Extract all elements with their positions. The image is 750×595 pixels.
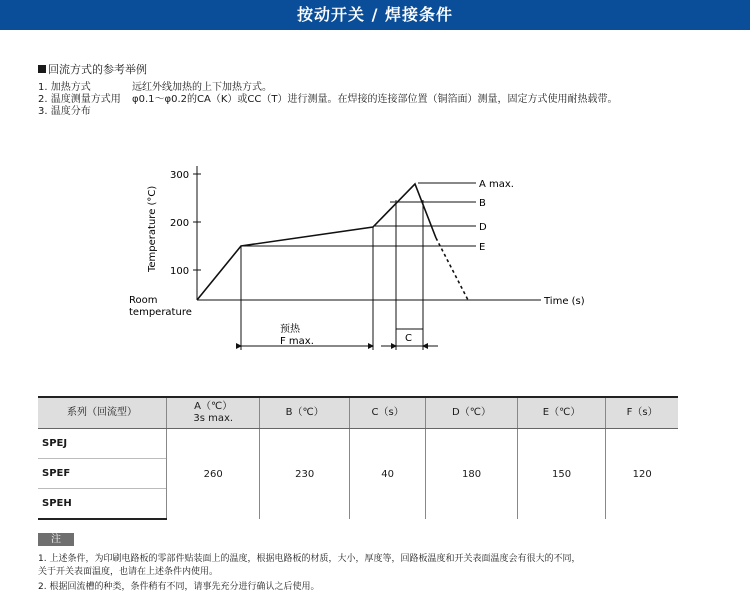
table-header-row	[38, 397, 678, 429]
value-cell: 40	[350, 429, 426, 520]
column-header: D（℃）	[426, 397, 518, 429]
value-cell: 180	[426, 429, 518, 520]
series-cell: SPEH	[38, 489, 167, 520]
item-value: 远红外线加热的上下加热方式。	[132, 82, 272, 93]
legend-label: E	[479, 242, 486, 253]
value-cell: 150	[517, 429, 605, 520]
note-line: 关于开关表面温度，也请在上述条件内使用。	[38, 567, 219, 577]
y-tick-label: 100	[170, 266, 190, 277]
note-tag: 注	[38, 533, 74, 546]
item-label: 温度分布	[50, 106, 91, 117]
item-number: 2.	[38, 94, 48, 105]
y-axis-label: Temperature (°C)	[147, 185, 158, 272]
item-label: 温度测量方式用	[50, 94, 121, 105]
preheat-label: F max.	[280, 336, 314, 347]
x-axis-label: Time (s)	[544, 296, 585, 307]
column-header: E（℃）	[517, 397, 605, 429]
solder-conditions-table	[38, 396, 678, 520]
item-number: 1.	[38, 82, 48, 93]
note-line: 1. 上述条件，为印刷电路板的零部件贴装面上的温度，根据电路板的材质，大小，厚度等，回路板温度和开关表面温度会有很大的不同，	[38, 554, 581, 564]
column-header: B（℃）	[260, 397, 350, 429]
item-label: 加热方式	[50, 82, 91, 93]
column-header: A（℃） 3s max.	[167, 397, 260, 429]
note-line: 2. 根据回流槽的种类，条件稍有不同，请事先充分进行确认之后使用。	[38, 582, 320, 592]
room-label: Room	[129, 295, 158, 306]
legend-label: B	[479, 198, 486, 209]
legend-label: A max.	[479, 179, 514, 190]
preheat-label: 预热	[280, 324, 300, 335]
column-header: F（s）	[606, 397, 678, 429]
c-label: C	[405, 333, 412, 344]
item-number: 3.	[38, 106, 48, 117]
series-cell: SPEJ	[42, 438, 68, 449]
item-value: φ0.1～φ0.2的CA（K）或CC（T）进行测量。在焊接的连接部位置（铜箔面）测量，固定方式使用耐热载带。	[132, 94, 618, 105]
value-cell: 120	[606, 429, 678, 520]
y-tick-label: 200	[170, 218, 190, 229]
profile-curve	[197, 184, 436, 300]
series-cell: SPEF	[38, 459, 167, 489]
column-header: C（s）	[350, 397, 426, 429]
column-header: 系列（回流型）	[38, 397, 167, 429]
table-row	[38, 429, 678, 459]
value-cell: 260	[167, 429, 260, 520]
cooling-dashed	[436, 238, 468, 300]
y-tick-label: 300	[170, 170, 190, 181]
legend-label: D	[479, 222, 487, 233]
section-title-text: 回流方式的参考举例	[48, 63, 147, 76]
value-cell: 230	[260, 429, 350, 520]
room-label: temperature	[129, 307, 192, 318]
page-title: 按动开关 / 焊接条件	[297, 5, 453, 24]
